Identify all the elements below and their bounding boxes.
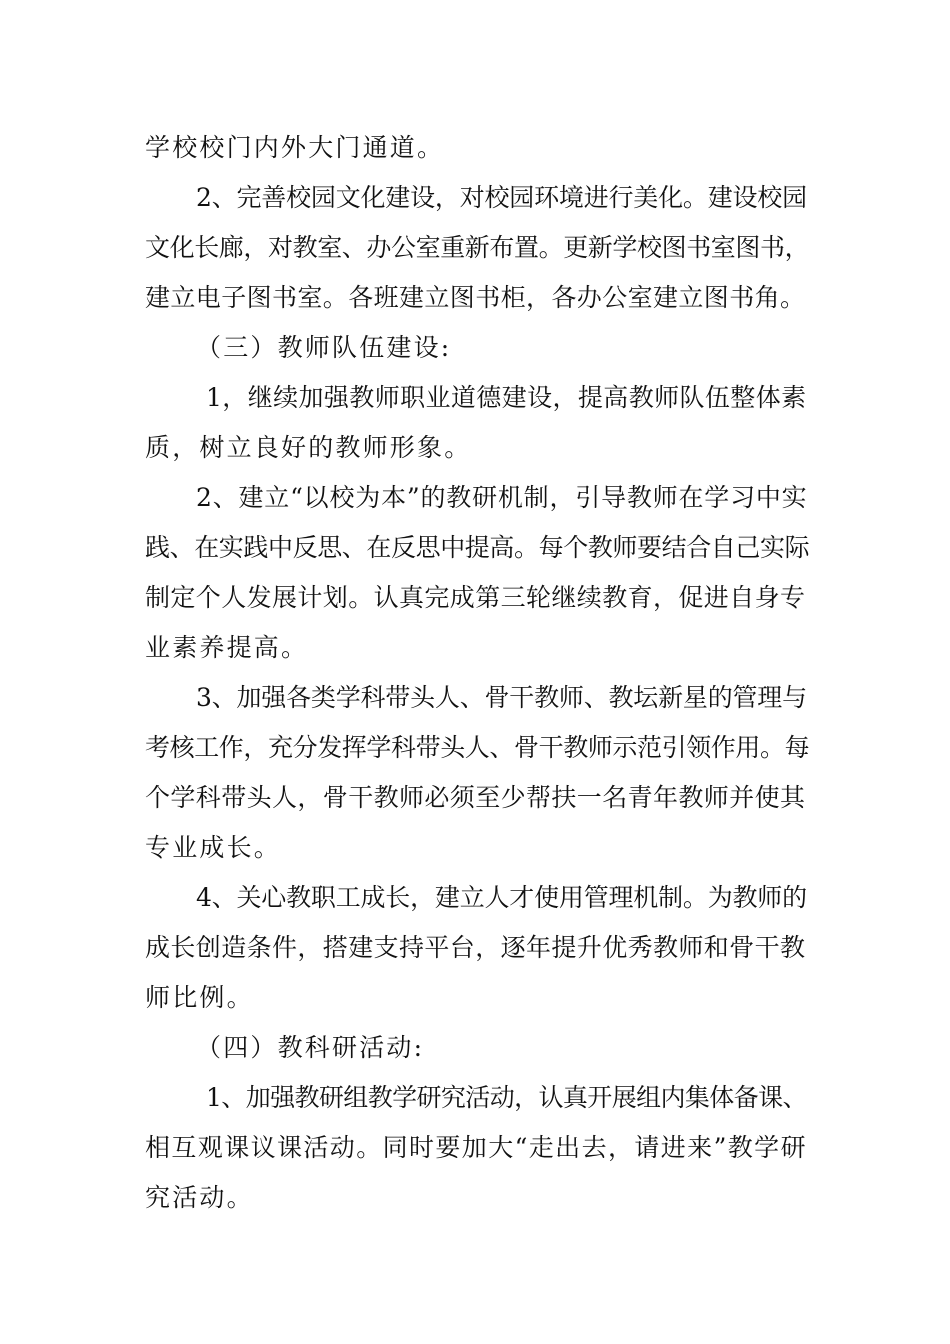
text-line: 业素养提高。 [145, 633, 309, 662]
text-line: 个学科带头人，骨干教师必须至少帮扶一名青年教师并使其 [145, 783, 806, 812]
text-line: 3、加强各类学科带头人、骨干教师、教坛新星的管理与 [196, 683, 807, 712]
text-line: 师比例。 [145, 983, 254, 1012]
text-line: 究活动。 [145, 1183, 254, 1212]
text-line: 学校校门内外大门通道。 [145, 133, 445, 162]
text-line: 4、关心教职工成长，建立人才使用管理机制。为教师的 [196, 883, 807, 912]
text-line: 践、在实践中反思、在反思中提高。每个教师要结合自己实际 [145, 533, 810, 562]
section-heading: （四）教科研活动: [196, 1033, 425, 1062]
text-line: 成长创造条件，搭建支持平台，逐年提升优秀教师和骨干教 [145, 933, 806, 962]
text-line: 文化长廊，对教室、办公室重新布置。更新学校图书室图书， [145, 233, 810, 262]
section-heading: （三）教师队伍建设: [196, 333, 452, 362]
text-line: 质，树立良好的教师形象。 [145, 433, 472, 462]
text-line: 考核工作，充分发挥学科带头人、骨干教师示范引领作用。每 [145, 733, 810, 762]
text-line: 建立电子图书室。各班建立图书柜，各办公室建立图书角。 [145, 283, 806, 312]
text-line: 专业成长。 [145, 833, 282, 862]
text-line: 相互观课议课活动。同时要加大“走出去，请进来”教学研 [145, 1133, 807, 1162]
text-line: 2、完善校园文化建设，对校园环境进行美化。建设校园 [196, 183, 807, 212]
text-line: 2、建立“以校为本”的教研机制，引导教师在学习中实 [196, 483, 808, 512]
text-line: 制定个人发展计划。认真完成第三轮继续教育，促进自身专 [145, 583, 806, 612]
text-line: 1，继续加强教师职业道德建设，提高教师队伍整体素 [206, 383, 807, 412]
text-line: 1、加强教研组教学研究活动，认真开展组内集体备课、 [206, 1083, 807, 1112]
